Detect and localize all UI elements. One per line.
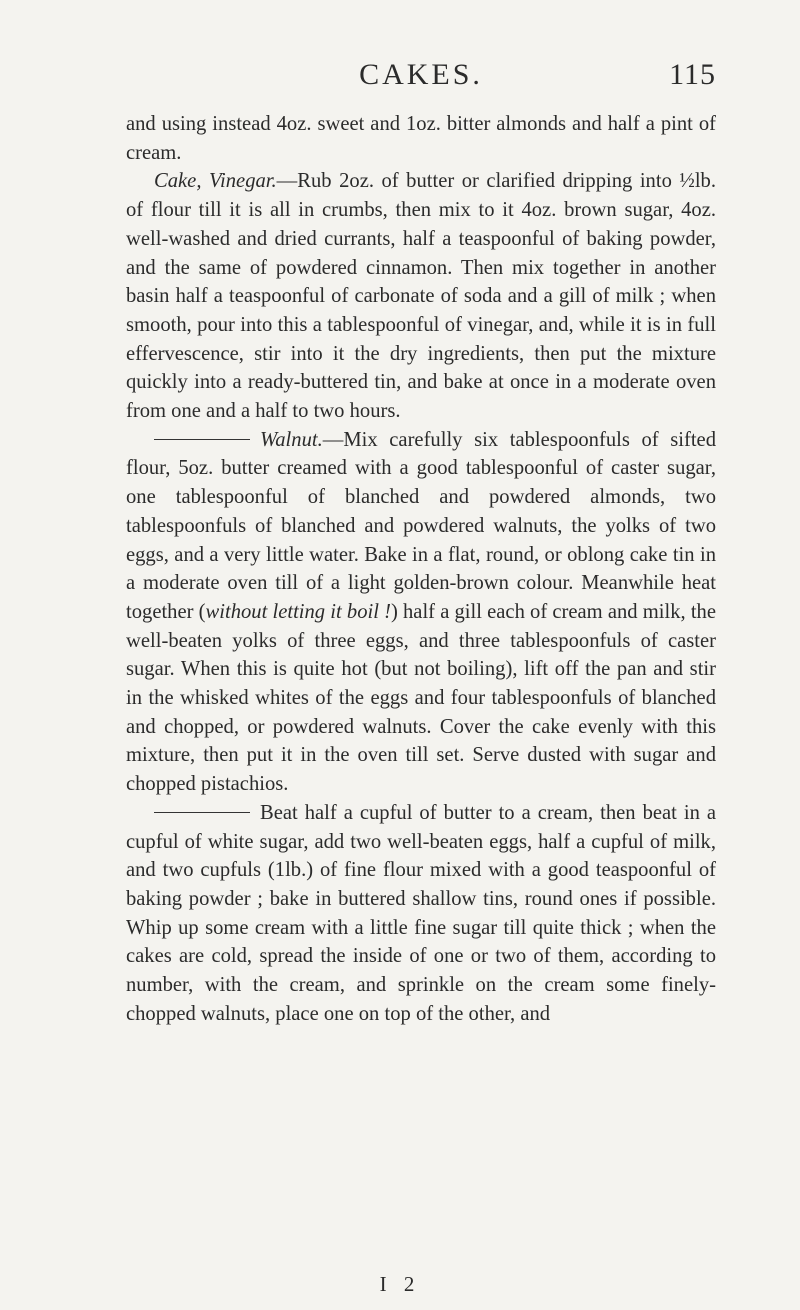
recipe-cake-vinegar [126, 167, 716, 425]
running-head [126, 58, 716, 98]
running-title: CAKES. [359, 58, 483, 91]
recipe-walnut [126, 426, 716, 799]
recipe-untitled [126, 799, 716, 1029]
ditto-rule [154, 439, 250, 440]
recipe-heading: Walnut. [260, 428, 323, 451]
recipe-emphasis: without letting it boil ! [205, 600, 391, 623]
paragraph-continued: and using instead 4oz. sweet and 1oz. bitter almonds and half a pint of cream. [126, 113, 716, 164]
body-text [126, 110, 716, 1029]
recipe-text: ) half a gill each of cream and milk, the well-beaten yolks of three eggs, and three tablespoonfuls of caster sugar. When this is quite hot (but not boiling), lift off the pan and stir in the whisked whites of the eggs and four tablespoonfuls of blanched and chopped, or powdered walnuts. Cover the cake evenly with this mixture, then put it in the oven till set. Serve dusted with sugar and chopped pistachios. [126, 600, 716, 796]
page-number: 115 [669, 58, 716, 91]
signature-mark: I 2 [379, 1272, 421, 1296]
ditto-rule [154, 812, 250, 813]
recipe-text: —Mix carefully six tablespoonfuls of sifted flour, 5oz. butter creamed with a good tablespoonful of caster sugar, one tablespoonful of blanched and powdered almonds, two tablespoonfuls of blanched and powdered walnuts, the yolks of two eggs, and a very little water. Bake in a flat, round, or oblong cake tin in a moderate oven till of a light golden-brown colour. Meanwhile heat together ( [126, 428, 716, 623]
recipe-text: Beat half a cupful of butter to a cream, then beat in a cupful of white sugar, add two well-beaten eggs, half a cupful of milk, and two cupfuls (1lb.) of fine flour mixed with a good teaspoonful of baking powder ; bake in buttered shallow tins, round ones if possible. Whip up some cream with a little fine sugar till quite thick ; when the cakes are cold, spread the inside of one or two of them, according to number, with the cream, and sprinkle on the cream some finely-chopped walnuts, place one on top of the other, and [126, 801, 716, 1025]
recipe-heading: Cake, Vinegar. [154, 170, 277, 193]
recipe-text: —Rub 2oz. of butter or clarified dripping into ½lb. of flour till it is all in crumbs, then mix to it 4oz. brown sugar, 4oz. well-washed and dried currants, half a teaspoonful of baking powder, and the same of powdered cinnamon. Then mix together in another basin half a teaspoonful of carbonate of soda and a gill of milk ; when smooth, pour into this a tablespoonful of vinegar, and, while it is in full effervescence, stir into it the dry ingredients, then put the mixture quickly into a ready-buttered tin, and bake at once in a moderate oven from one and a half to two hours. [126, 170, 717, 423]
